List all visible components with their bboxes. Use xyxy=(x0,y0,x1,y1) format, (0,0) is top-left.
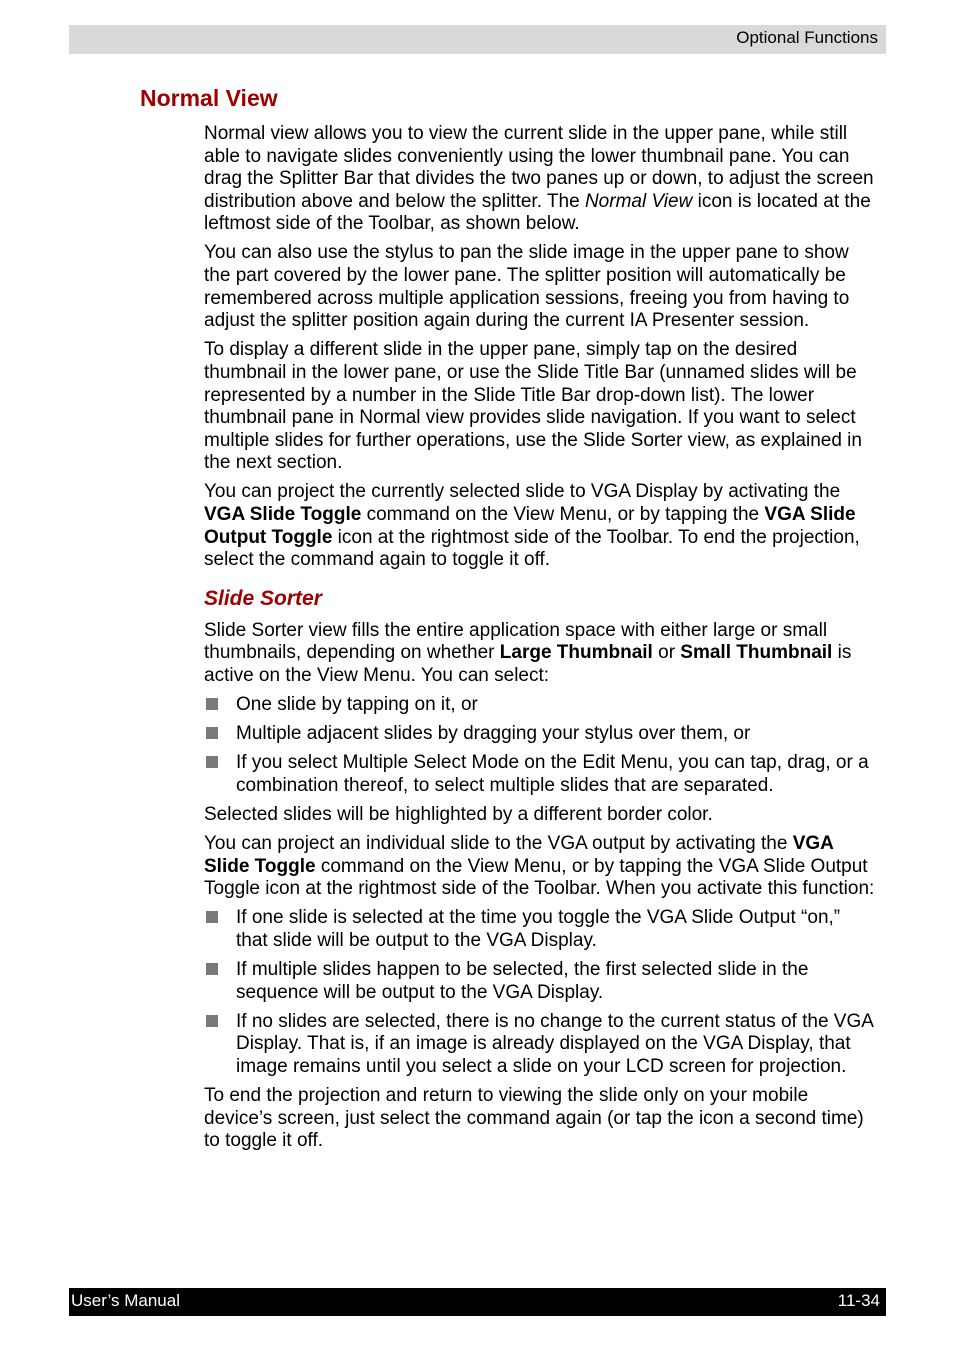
list-item-text: One slide by tapping on it, or xyxy=(236,694,478,716)
text-run: is active on the View Menu. You can select: xyxy=(204,642,852,686)
slide-sorter-paragraph-2: Selected slides will be highlighted by a different border color. xyxy=(204,803,713,825)
text-run: Slide Sorter view fills the entire application space with either large or small thumbnails, depending on whether xyxy=(204,619,828,664)
section-heading: Normal View xyxy=(140,85,278,111)
list-item xyxy=(204,752,876,797)
selection-options-list xyxy=(204,694,876,797)
list-item-text: If multiple slides happen to be selected, the first selected slide in the sequence will be output to the VGA Display. xyxy=(236,959,809,1003)
list-item-text: If you select Multiple Select Mode on the Edit Menu, you can tap, drag, or a combination thereof, to select multiple slides that are separated. xyxy=(236,752,869,796)
square-bullet-icon xyxy=(206,727,218,739)
bold-term: Small Thumbnail xyxy=(680,642,833,664)
subsection-heading: Slide Sorter xyxy=(204,586,322,610)
list-item-text: If one slide is selected at the time you toggle the VGA Slide Output “on,” that slide will be output to the VGA Display. xyxy=(236,907,841,951)
square-bullet-icon xyxy=(206,963,218,975)
vga-output-list xyxy=(204,907,876,1078)
slide-sorter-paragraph-4: To end the projection and return to viewing the slide only on your mobile device’s screen, just select the command again (or tap the icon a second time) to toggle it off. xyxy=(204,1084,864,1152)
normal-view-paragraph-1 xyxy=(204,123,876,236)
square-bullet-icon xyxy=(206,698,218,710)
list-item-text: Multiple adjacent slides by dragging your stylus over them, or xyxy=(236,723,751,745)
list-item xyxy=(204,723,876,746)
text-run: command on the View Menu, or by tapping the VGA Slide Output Toggle icon at the rightmost side of the Toolbar. When you activate this function: xyxy=(204,855,875,900)
list-item xyxy=(204,907,876,952)
bold-term: VGA Slide Toggle xyxy=(204,504,362,525)
text-run: Normal view allows you to view the current slide in the upper pane, while still able to navigate slides conveniently using the lower thumbnail pane. You can drag the Splitter Bar that divides the two panes up or down, to adjust the screen distribution above and below the splitter. The xyxy=(204,123,874,212)
text-run: You can project the currently selected slide to VGA Display by activating the xyxy=(204,481,841,503)
text-run: icon is located at the leftmost side of the Toolbar, as shown below. xyxy=(204,190,871,235)
slide-sorter-paragraph-3 xyxy=(204,833,876,901)
footer-manual-title: User’s Manual xyxy=(71,1291,180,1310)
page-footer xyxy=(69,1288,886,1316)
body-column xyxy=(204,123,876,1159)
bold-term: VGA Slide Output Toggle xyxy=(204,504,856,548)
list-item-text: If no slides are selected, there is no change to the current status of the VGA Display. That is, if an image is already displayed on the VGA Display, that image remains until you select a slide on your LCD screen for projection. xyxy=(236,1010,873,1077)
header-title: Optional Functions xyxy=(736,28,878,47)
square-bullet-icon xyxy=(206,911,218,923)
slide-sorter-paragraph-1 xyxy=(204,620,876,688)
normal-view-paragraph-4 xyxy=(204,481,876,571)
text-run: You can project an individual slide to the VGA output by activating the xyxy=(204,833,793,855)
text-run: command on the View Menu, or by tapping the xyxy=(361,504,765,525)
text-run: or xyxy=(652,642,681,664)
list-item xyxy=(204,959,876,1004)
page-number: 11-34 xyxy=(837,1291,880,1310)
square-bullet-icon xyxy=(206,1015,218,1027)
list-item xyxy=(204,694,876,717)
bold-term: VGA Slide Toggle xyxy=(204,833,834,877)
italic-term: Normal View xyxy=(584,190,693,212)
text-run: icon at the rightmost side of the Toolbar. To end the projection, select the command again to toggle it off. xyxy=(204,526,860,571)
normal-view-paragraph-3: To display a different slide in the upper pane, simply tap on the desired thumbnail in the lower pane, or use the Slide Title Bar (unnamed slides will be represented by a number in the Slide Title Bar drop-down list). The lower thumbnail pane in Normal view provides slide navigation. If you want to select multiple slides for further operations, use the Slide Sorter view, as explained in the next section. xyxy=(204,339,862,474)
bold-term: Large Thumbnail xyxy=(499,642,653,664)
list-item xyxy=(204,1011,876,1079)
square-bullet-icon xyxy=(206,756,218,768)
normal-view-paragraph-2: You can also use the stylus to pan the slide image in the upper pane to show the part covered by the lower pane. The splitter position will automatically be remembered across multiple application sessions, freeing you from having to adjust the splitter position again during the current IA Presenter session. xyxy=(204,242,850,332)
page-header xyxy=(69,25,886,54)
